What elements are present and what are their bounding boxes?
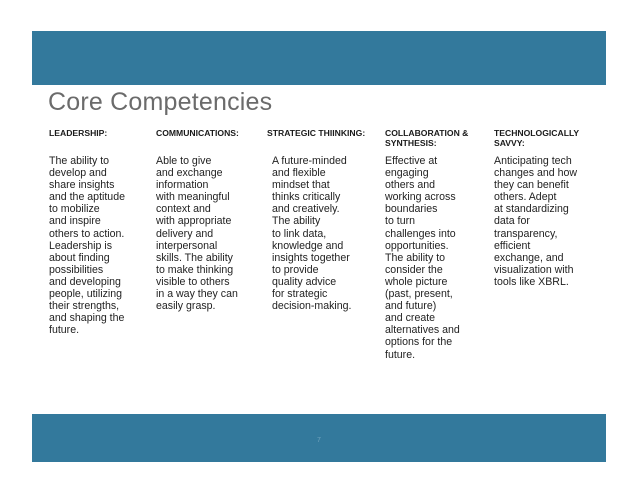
competency-communications [156,128,264,312]
competency-heading: STRATEGIC THIINKING: [267,128,366,138]
competency-heading: LEADERSHIP: [49,128,108,138]
competency-description: Anticipating tech changes and how they can benefit others. Adept at standardizing data for transparency, efficient exchange, and visualization with tools like XBRL. [494,155,578,288]
competency-heading: TECHNOLOGICALLY SAVVY: [494,128,580,148]
header-bar [32,31,606,85]
competency-heading: COMMUNICATIONS: [156,128,239,138]
competency-collaboration-synthesis [385,128,489,361]
competency-description: The ability to develop and share insights and the aptitude to mobilize and inspire others to action. Leadership is about finding possibilities and developing people, utilizing their strengths, and shaping the future. [49,155,125,337]
page-number: 7 [317,437,321,444]
competency-description: Able to give and exchange information with meaningful context and with appropriate delivery and interpersonal skills. The ability to make thinking visible to others in a way they can easily grasp. [156,155,238,313]
footer-bar [32,414,606,462]
competency-heading: COLLABORATION & SYNTHESIS: [385,128,469,148]
competency-technologically-savvy [494,128,600,288]
competency-description: A future-minded and flexible mindset that thinks critically and creatively. The ability to link data, knowledge and insights together to provide quality advice for strategic decision-making. [272,155,352,313]
competency-strategic-thinking [267,128,379,312]
page-title: Core Competencies [48,88,273,116]
competency-description: Effective at engaging others and working across boundaries to turn challenges into opportunities. The ability to consider the whole picture (past, present, and future) and create alternatives and options for the future. [385,155,460,361]
competency-leadership [49,128,153,336]
